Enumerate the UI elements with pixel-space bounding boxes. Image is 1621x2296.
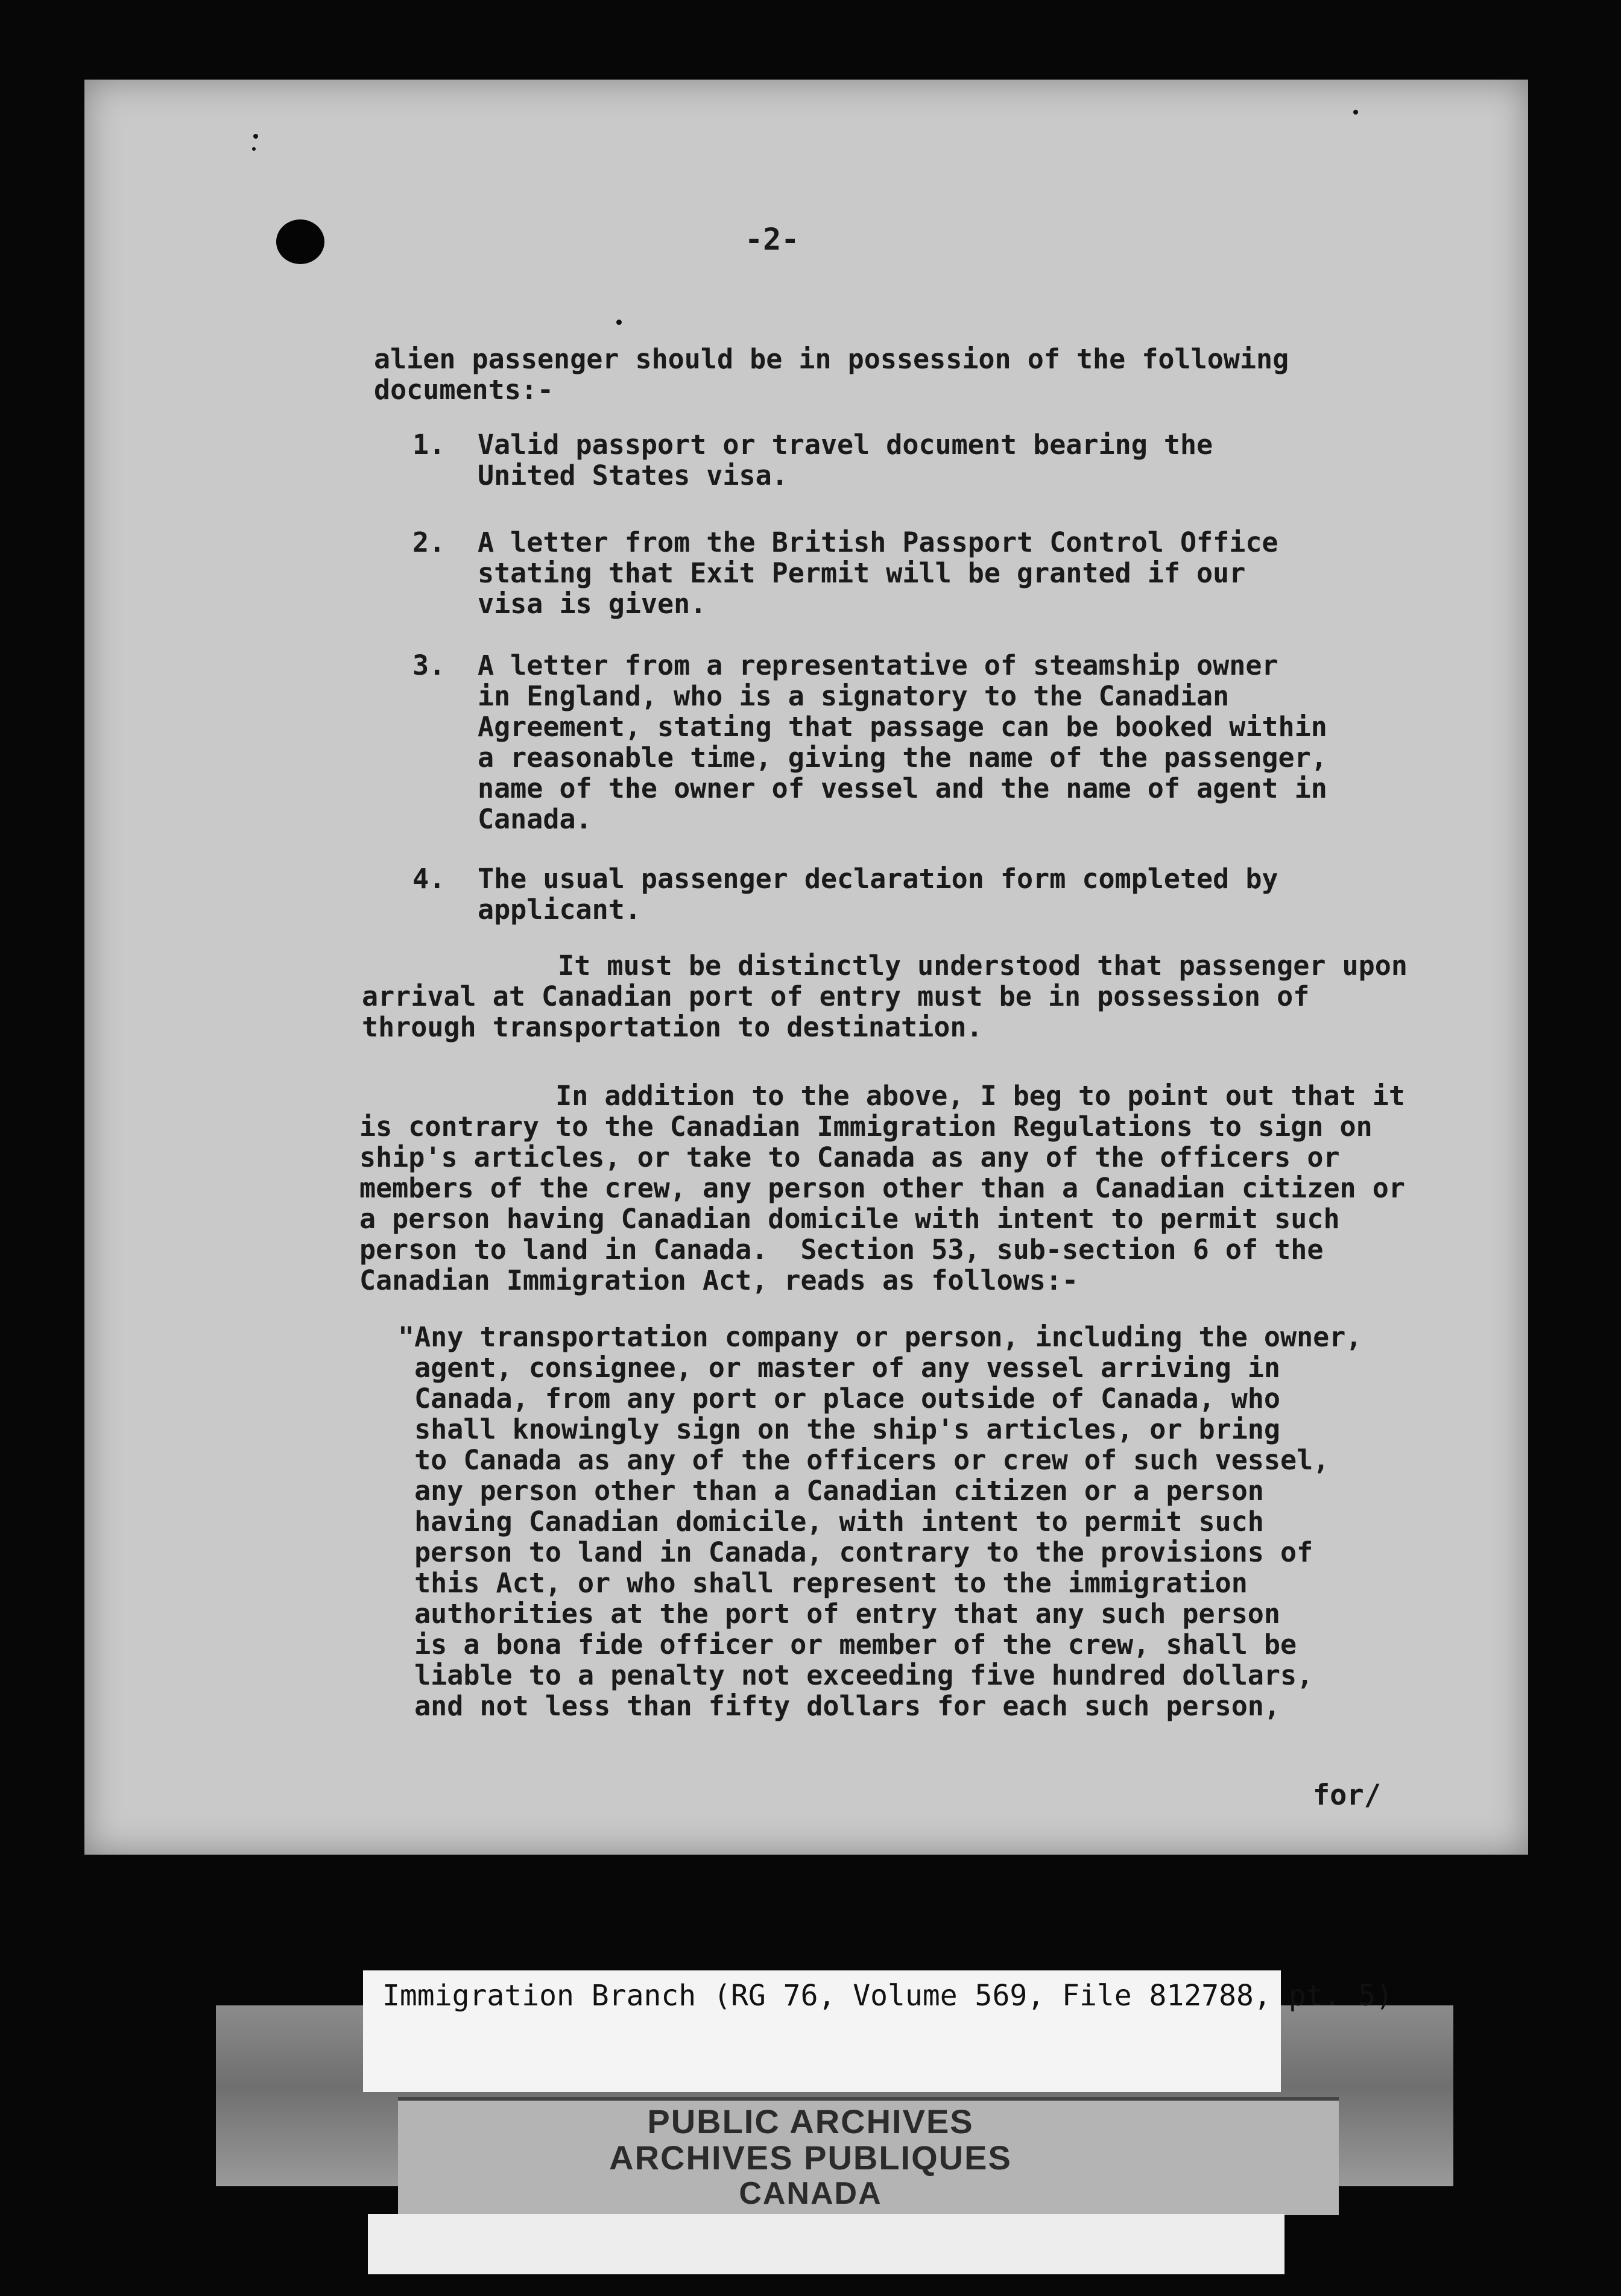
ink-blot <box>276 219 324 264</box>
paragraph: It must be distinctly understood that passenger upon arrival at Canadian port of entry must be in possession of through transportation to destination. <box>362 950 1408 1043</box>
continuation-mark: for/ <box>1312 1779 1381 1812</box>
document-page <box>84 80 1528 1855</box>
stamp-line: ARCHIVES PUBLIQUES <box>609 2139 1012 2177</box>
list-item-text: Valid passport or travel document bearing the United States visa. <box>478 429 1213 491</box>
list-item-text: The usual passenger declaration form completed by applicant. <box>478 863 1278 926</box>
paper-speck <box>253 134 258 139</box>
bottom-label-strip <box>368 2214 1284 2274</box>
list-item-text: A letter from a representative of steamship owner in England, who is a signatory to the Canadian Agreement, stating that passage can be booked within a reasonable time, giving the name of the passenger, name of the owner of vessel and the name of agent in Canada. <box>478 649 1327 835</box>
list-item-number: 2. <box>412 526 446 558</box>
page-number: -2- <box>745 222 800 257</box>
list-item-text: A letter from the British Passport Control Office stating that Exit Permit will be granted if our visa is given. <box>478 526 1278 620</box>
paper-speck <box>1353 110 1358 115</box>
list-item-number: 4. <box>412 863 446 895</box>
paper-speck <box>616 320 622 325</box>
stamp-line: PUBLIC ARCHIVES <box>647 2102 974 2140</box>
paper-speck <box>252 147 256 151</box>
paragraph: In addition to the above, I beg to point out that it is contrary to the Canadian Immigration Regulations to sign on ship's articles, or take to Canada as any of the officers or members of the crew, any person other than a Canadian citizen or a person having Canadian domicile with intent to permit such person to land in Canada. Section 53, sub-section 6 of the Canadian Immigration Act, reads as follows:- <box>359 1080 1405 1296</box>
archive-caption: Immigration Branch (RG 76, Volume 569, File 812788, pt. 5) <box>382 1979 1394 2013</box>
block-quote: "Any transportation company or person, including the owner, agent, consignee, or master of any vessel arriving in Canada, from any port or place outside of Canada, who shall knowingly sign on the ship's articles, or bring to Canada as any of the officers or crew of such vessel, any person other than a Canadian citizen or a person having Canadian domicile, with intent to permit such person to land in Canada, contrary to the provisions of this Act, or who shall represent to the immigration authorities at the port of entry that any such person is a bona fide officer or member of the crew, shall be liable to a penalty not exceeding five hundred dollars, and not less than fifty dollars for each such person, <box>398 1321 1362 1722</box>
list-item-number: 1. <box>412 429 446 461</box>
intro-text: alien passenger should be in possession of the following documents:- <box>374 343 1289 406</box>
stamp-line: CANADA <box>739 2176 882 2211</box>
list-item-number: 3. <box>412 649 446 681</box>
